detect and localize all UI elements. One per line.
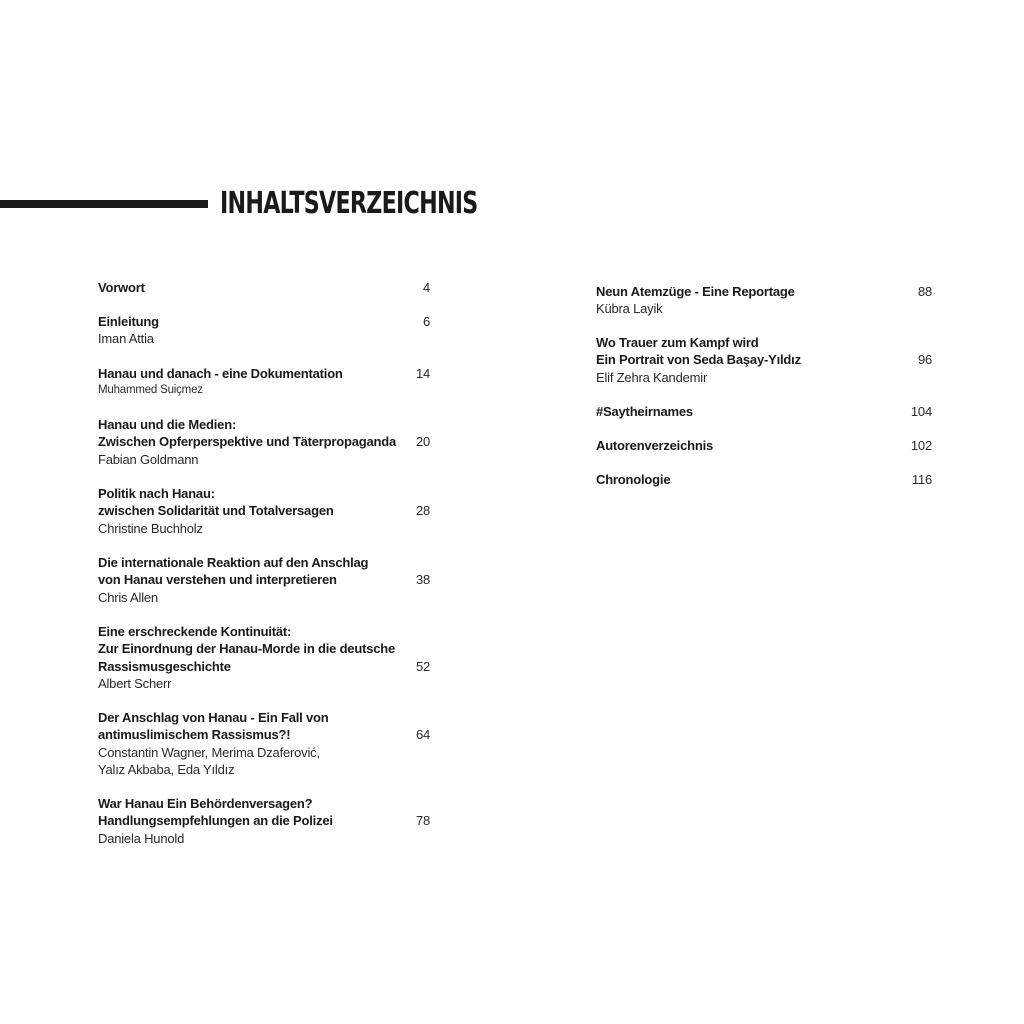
toc-entry[interactable] (98, 365, 432, 400)
page-title: INHALTSVERZEICHNIS (220, 186, 478, 221)
toc-entry[interactable] (596, 334, 932, 386)
toc-entry-title: Handlungsempfehlungen an die Polizei (98, 813, 333, 829)
toc-entry[interactable] (596, 471, 932, 488)
toc-page-number: 64 (415, 727, 430, 743)
toc-entry[interactable] (98, 279, 432, 296)
toc-entry-author: Elif Zehra Kandemir (596, 369, 708, 385)
toc-page-number: 4 (422, 280, 430, 295)
toc-entry-title: antimuslimischem Rassismus?! (98, 727, 291, 743)
heading-rule (0, 200, 208, 208)
toc-entry-title: Eine erschreckende Kontinuität: (98, 624, 292, 639)
toc-entry[interactable] (98, 623, 432, 692)
toc-entry-author: Fabian Goldmann (98, 451, 199, 467)
toc-entry-title: Politik nach Hanau: (98, 486, 215, 501)
toc-entry-title: Einleitung (98, 314, 159, 329)
toc-entry[interactable] (596, 283, 932, 318)
toc-entry-title: Der Anschlag von Hanau - Ein Fall von (98, 710, 329, 725)
toc-entry-author: Kübra Layik (596, 301, 663, 317)
toc-entry-title: Hanau und die Medien: (98, 417, 237, 432)
toc-entry-title: Zwischen Opferperspektive und Täterpropaganda (98, 434, 397, 450)
toc-entry[interactable] (98, 795, 432, 847)
toc-page-number: 6 (422, 314, 430, 329)
toc-entry-title: zwischen Solidarität und Totalversagen (98, 503, 334, 519)
toc-entry-author: Yalız Akbaba, Eda Yıldız (98, 761, 235, 777)
toc-entry-title: Vorwort (98, 280, 145, 295)
toc-entry-title: Rassismusgeschichte (98, 658, 231, 674)
toc-entry[interactable] (98, 554, 432, 606)
toc-entry-title: Neun Atemzüge - Eine Reportage (596, 284, 795, 299)
toc-page-number: 88 (917, 284, 932, 299)
toc-entry[interactable] (98, 313, 432, 348)
toc-entry-author: Chris Allen (98, 589, 158, 605)
toc-entry-title: Wo Trauer zum Kampf wird (596, 335, 759, 350)
toc-page-number: 52 (415, 658, 430, 674)
toc-page-number: 38 (415, 572, 430, 588)
toc-entry-title: Zur Einordnung der Hanau-Morde in die deutsche (98, 641, 396, 657)
toc-entry[interactable] (98, 485, 432, 537)
toc-page-number: 78 (415, 813, 430, 829)
toc-entry-title: Die internationale Reaktion auf den Anschlag (98, 555, 369, 570)
toc-page-number: 104 (910, 404, 932, 419)
toc-entry-title: Ein Portrait von Seda Başay-Yıldız (596, 352, 801, 368)
toc-entry-title: Autorenverzeichnis (596, 438, 714, 453)
toc-entry-title: von Hanau verstehen und interpretieren (98, 572, 337, 588)
toc-entry-author: Muhammed Suiçmez (98, 384, 203, 397)
toc-page-number: 20 (415, 434, 430, 450)
toc-entry[interactable] (98, 709, 432, 778)
toc-entry[interactable] (98, 416, 432, 468)
toc-entry[interactable] (596, 403, 932, 420)
toc-entry[interactable] (596, 437, 932, 454)
toc-entry-title: War Hanau Ein Behördenversagen? (98, 796, 313, 811)
toc-page-number: 28 (415, 503, 430, 519)
toc-entry-title: Hanau und danach - eine Dokumentation (98, 366, 343, 381)
toc-page-number: 116 (911, 472, 932, 487)
toc-entry-author: Iman Attia (98, 331, 154, 347)
toc-page-number: 96 (917, 352, 932, 368)
toc-entry-author: Daniela Hunold (98, 830, 185, 846)
toc-page-number: 14 (415, 366, 430, 381)
toc-entry-title: #Saytheirnames (596, 404, 693, 419)
toc-entry-title: Chronologie (596, 472, 671, 487)
toc-entry-author: Albert Scherr (98, 675, 172, 691)
toc-entry-author: Constantin Wagner, Merima Dzaferović, (98, 744, 320, 760)
toc-entry-author: Christine Buchholz (98, 520, 203, 536)
toc-page-number: 102 (910, 438, 932, 453)
